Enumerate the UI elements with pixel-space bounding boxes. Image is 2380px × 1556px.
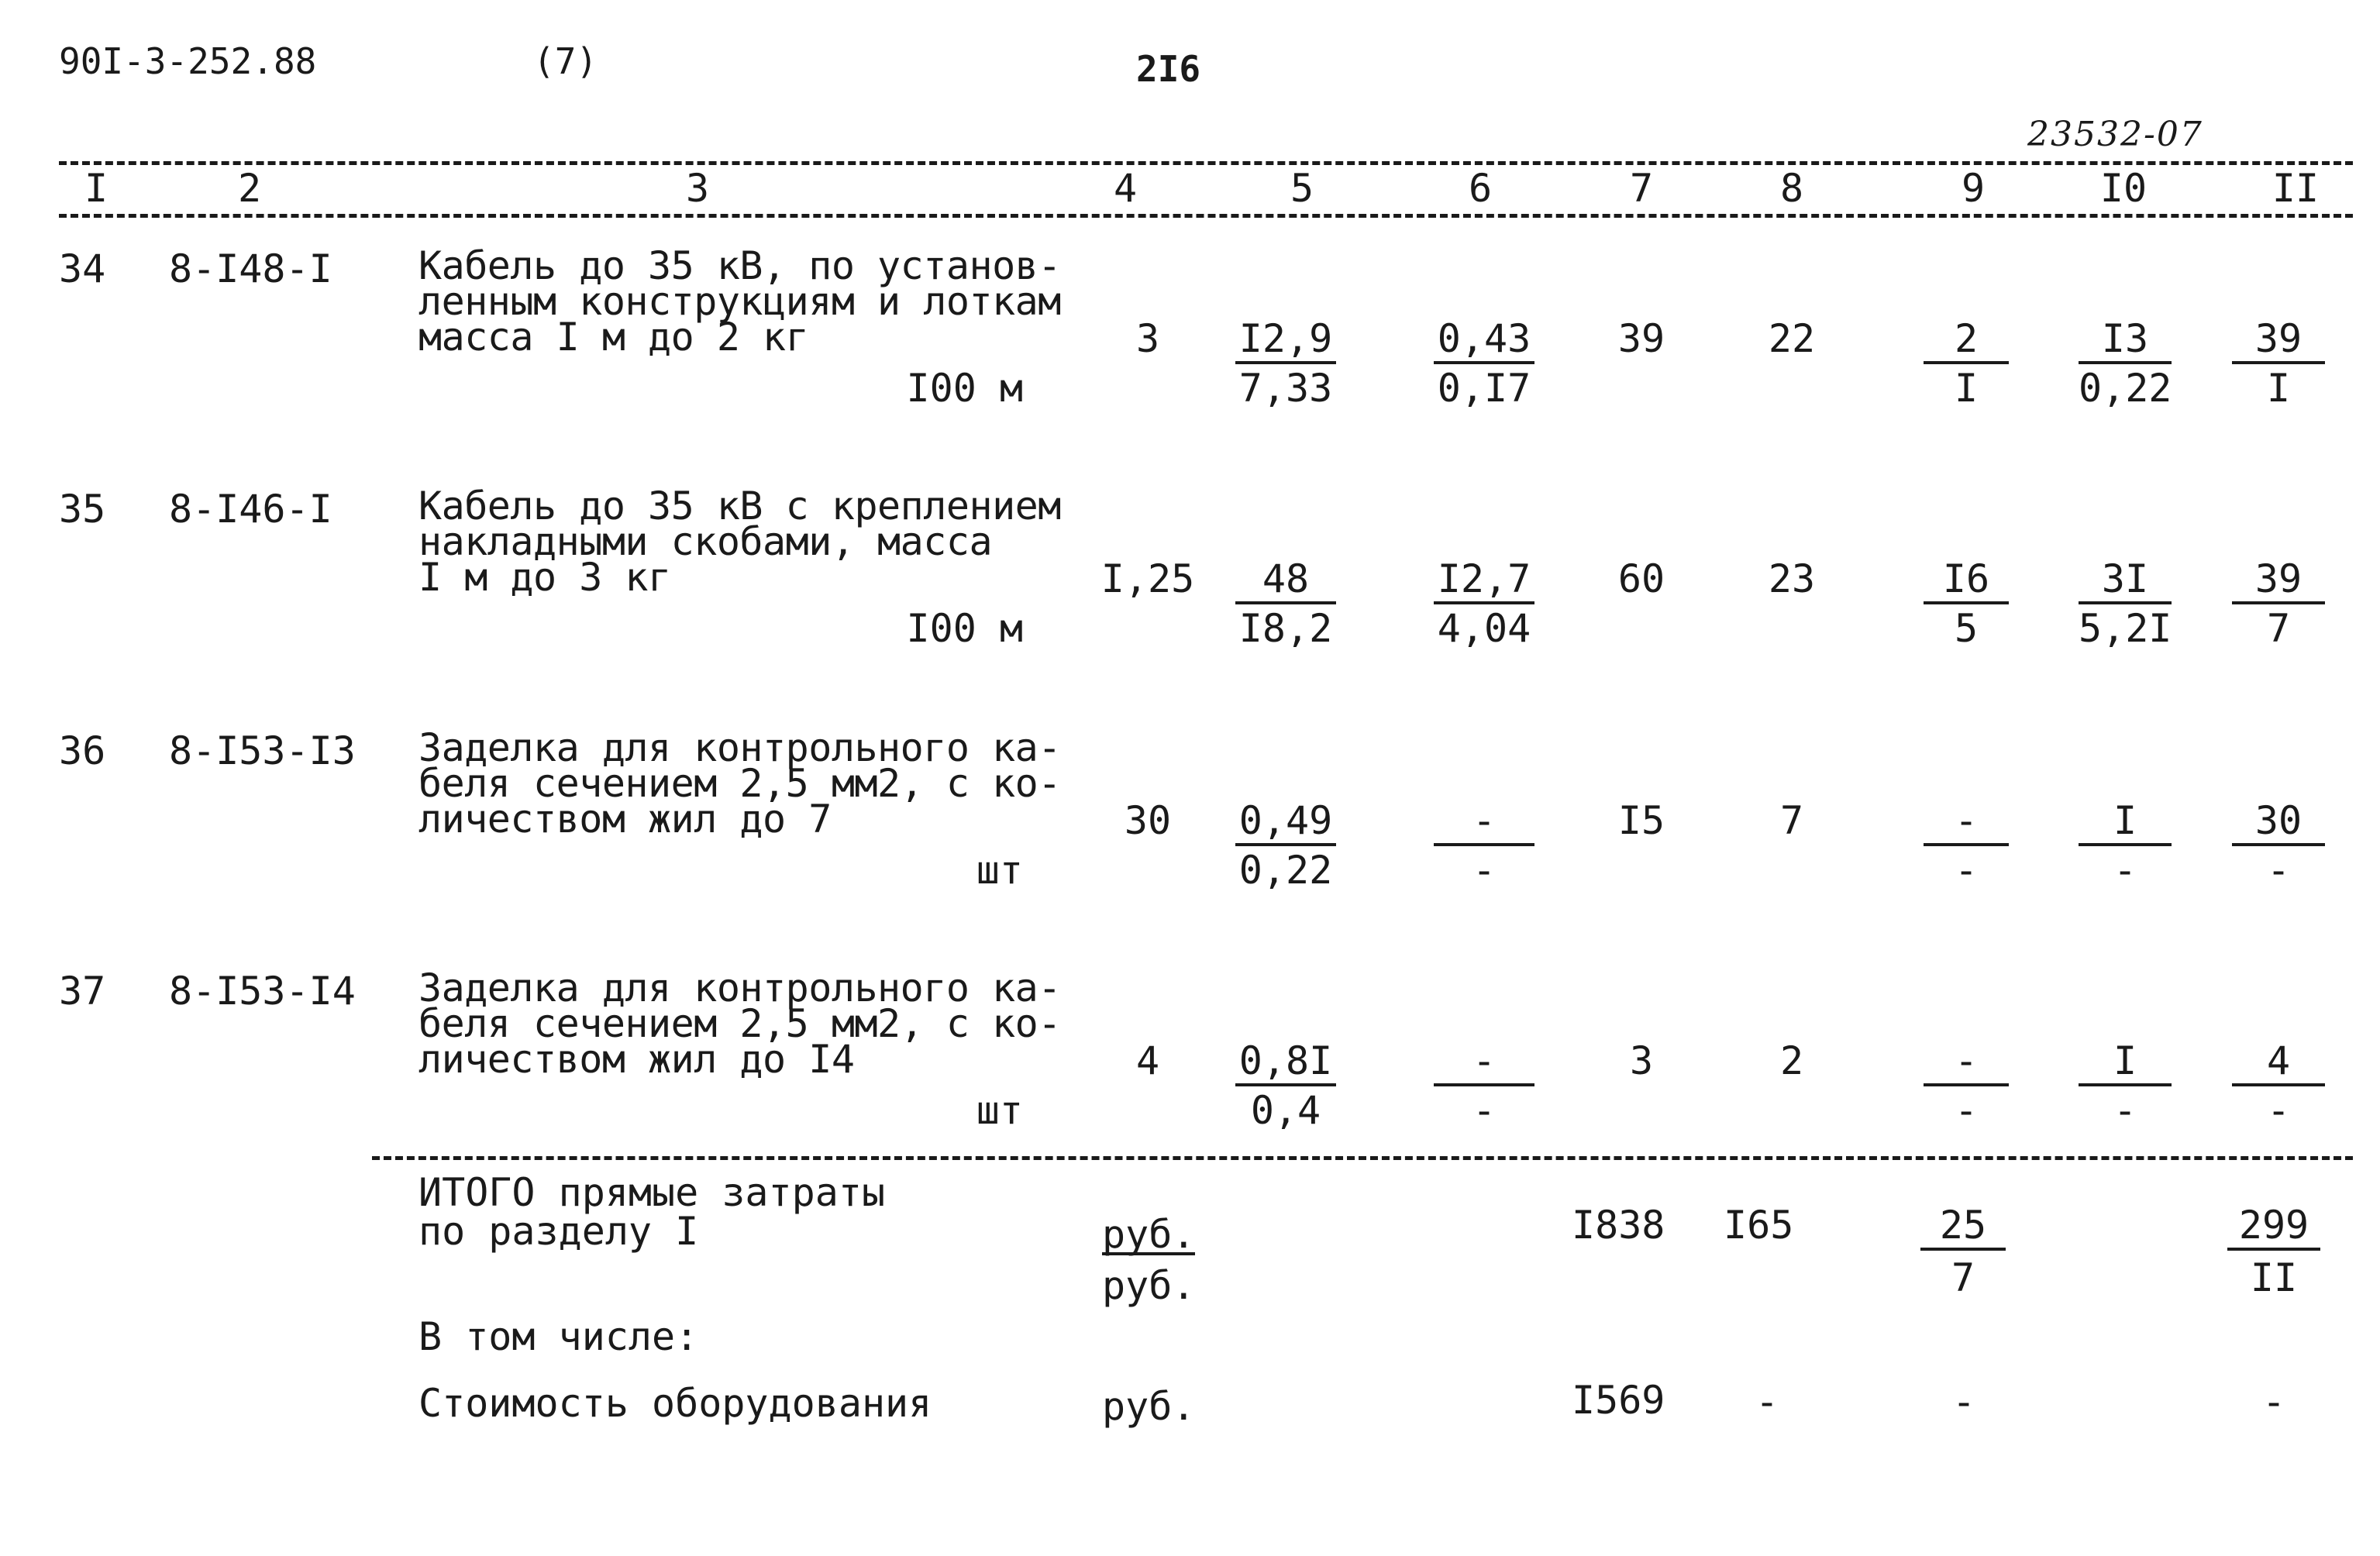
row-c10-top: I3	[2101, 316, 2149, 361]
row-c6-fraction-bar	[1434, 1083, 1534, 1086]
totals-col9-rule	[1920, 1248, 2006, 1251]
column-header-3: 3	[685, 166, 710, 211]
totals-col8: I65	[1724, 1203, 1794, 1248]
header-top-rule	[59, 161, 2353, 165]
row-c11-fraction-bar	[2232, 601, 2325, 604]
row-price-code: 8-I53-I3	[169, 728, 356, 773]
row-description-line: личеством жил до I4	[418, 1037, 855, 1082]
row-c11-fraction-bar	[2232, 843, 2325, 846]
row-c10-fraction-bar	[2079, 1083, 2172, 1086]
row-description-line: беля сечением 2,5 мм2, с ко-	[418, 1001, 1061, 1046]
row-col7: 60	[1617, 556, 1665, 601]
row-c11-top: 39	[2254, 556, 2303, 601]
document-code: 90I-3-252.88	[59, 40, 317, 82]
row-price-code: 8-I46-I	[169, 487, 332, 532]
row-description-line: беля сечением 2,5 мм2, с ко-	[418, 761, 1061, 806]
row-c5-top: 0,49	[1238, 798, 1333, 843]
row-c10-top: I	[2113, 1038, 2137, 1083]
row-number: 34	[59, 246, 106, 291]
row-quantity: 30	[1124, 798, 1172, 843]
row-c10-fraction-bar	[2079, 361, 2172, 364]
row-c9-top: -	[1954, 1038, 1979, 1083]
row-number: 36	[59, 728, 106, 773]
column-header-2: 2	[237, 166, 262, 211]
row-c11-bottom: -	[2266, 1088, 2291, 1133]
row-c5-top: 0,8I	[1238, 1038, 1333, 1083]
row-c5-fraction-bar	[1235, 361, 1336, 364]
row-col7: 3	[1629, 1038, 1654, 1083]
row-c5-bottom: 0,22	[1238, 848, 1333, 893]
row-c5-bottom: 7,33	[1238, 366, 1333, 411]
row-c5-top: 48	[1262, 556, 1310, 601]
column-header-10: I0	[2099, 166, 2148, 211]
totals-unit-2: руб.	[1102, 1263, 1196, 1308]
row-col8: 23	[1768, 556, 1816, 601]
row-c5-bottom: 0,4	[1250, 1088, 1321, 1133]
row-c9-fraction-bar	[1924, 601, 2009, 604]
row-number: 37	[59, 969, 106, 1014]
row-c11-top: 39	[2254, 316, 2303, 361]
row-description-line: Заделка для контрольного ка-	[418, 966, 1061, 1010]
row-c9-bottom: -	[1954, 848, 1979, 893]
row-quantity: 3	[1135, 316, 1160, 361]
row-c9-top: -	[1954, 798, 1979, 843]
equipment-col8: -	[1755, 1379, 1779, 1424]
row-quantity: 4	[1135, 1038, 1160, 1083]
row-price-code: 8-I53-I4	[169, 969, 356, 1014]
row-c10-bottom: 5,2I	[2079, 606, 2172, 651]
row-description-line: I м до 3 кг	[418, 555, 671, 600]
row-c6-bottom: 0,I7	[1437, 366, 1531, 411]
row-c9-top: 2	[1954, 316, 1979, 361]
column-header-4: 4	[1113, 166, 1138, 211]
row-description-line: Кабель до 35 кВ, по установ-	[418, 243, 1061, 288]
row-c6-bottom: -	[1472, 1088, 1497, 1133]
row-c11-bottom: -	[2266, 848, 2291, 893]
row-c11-top: 30	[2254, 798, 2303, 843]
row-c6-top: I2,7	[1437, 556, 1531, 601]
row-description-line: ленным конструкциям и лоткам	[418, 279, 1061, 324]
row-c9-fraction-bar	[1924, 1083, 2009, 1086]
row-col7: 39	[1617, 316, 1665, 361]
totals-col11-bottom: II	[2250, 1255, 2298, 1300]
header-bottom-rule	[59, 214, 2353, 218]
row-c6-top: -	[1472, 1038, 1497, 1083]
row-c9-fraction-bar	[1924, 843, 2009, 846]
column-header-1: I	[84, 166, 108, 211]
row-c5-fraction-bar	[1235, 601, 1336, 604]
row-c9-bottom: I	[1954, 366, 1979, 411]
inventory-number: 23532-07	[2027, 115, 2203, 154]
row-c9-top: I6	[1942, 556, 1990, 601]
row-description-line: Заделка для контрольного ка-	[418, 725, 1061, 770]
column-header-9: 9	[1961, 166, 1986, 211]
row-c11-fraction-bar	[2232, 361, 2325, 364]
row-unit: I00 м	[906, 606, 1023, 651]
row-c5-top: I2,9	[1238, 316, 1333, 361]
row-col8: 7	[1779, 798, 1804, 843]
row-description-line: накладными скобами, масса	[418, 519, 993, 564]
including-label: В том числе:	[418, 1314, 699, 1359]
row-c10-fraction-bar	[2079, 843, 2172, 846]
totals-col11-top: 299	[2238, 1203, 2309, 1248]
row-c5-fraction-bar	[1235, 1083, 1336, 1086]
row-unit: шт	[976, 1088, 1023, 1133]
row-quantity: I,25	[1100, 556, 1195, 601]
row-c11-top: 4	[2266, 1038, 2291, 1083]
column-header-7: 7	[1629, 166, 1654, 211]
column-header-5: 5	[1290, 166, 1314, 211]
equipment-label: Стоимость оборудования	[418, 1381, 932, 1426]
totals-unit-1: руб.	[1102, 1212, 1196, 1257]
equipment-col7: I569	[1572, 1378, 1665, 1423]
row-c6-fraction-bar	[1434, 843, 1534, 846]
row-number: 35	[59, 487, 106, 532]
part-number: (7)	[533, 40, 598, 82]
row-c6-fraction-bar	[1434, 361, 1534, 364]
row-c6-bottom: -	[1472, 848, 1497, 893]
row-c5-fraction-bar	[1235, 843, 1336, 846]
totals-label-2: по разделу I	[418, 1209, 699, 1254]
totals-col9-top: 25	[1939, 1203, 1987, 1248]
row-description-line: Кабель до 35 кВ с креплением	[418, 484, 1061, 528]
column-header-8: 8	[1779, 166, 1804, 211]
row-c11-bottom: I	[2266, 366, 2291, 411]
row-c9-fraction-bar	[1924, 361, 2009, 364]
row-description-line: масса I м до 2 кг	[418, 315, 809, 360]
row-unit: шт	[976, 848, 1023, 893]
row-c6-top: -	[1472, 798, 1497, 843]
row-c6-bottom: 4,04	[1437, 606, 1531, 651]
row-col7: I5	[1617, 798, 1665, 843]
totals-col9-bottom: 7	[1951, 1255, 1975, 1300]
totals-col7: I838	[1572, 1203, 1665, 1248]
totals-label-1: ИТОГО прямые затраты	[418, 1170, 886, 1215]
equipment-col11: -	[2261, 1379, 2286, 1424]
row-col8: 22	[1768, 316, 1816, 361]
row-c11-fraction-bar	[2232, 1083, 2325, 1086]
row-col8: 2	[1779, 1038, 1804, 1083]
row-c10-fraction-bar	[2079, 601, 2172, 604]
equipment-unit: руб.	[1102, 1384, 1196, 1429]
totals-unit-underline	[1102, 1252, 1195, 1255]
totals-rule	[372, 1156, 2353, 1160]
row-c9-bottom: -	[1954, 1088, 1979, 1133]
row-price-code: 8-I48-I	[169, 246, 332, 291]
equipment-col9: -	[1951, 1379, 1976, 1424]
row-c10-top: I	[2113, 798, 2137, 843]
column-header-6: 6	[1468, 166, 1493, 211]
totals-col11-rule	[2227, 1248, 2320, 1251]
row-c9-bottom: 5	[1954, 606, 1979, 651]
row-c10-top: 3I	[2101, 556, 2149, 601]
row-c11-bottom: 7	[2266, 606, 2291, 651]
row-c6-fraction-bar	[1434, 601, 1534, 604]
row-c6-top: 0,43	[1437, 316, 1531, 361]
page-number: 2I6	[1136, 48, 1201, 90]
row-c10-bottom: -	[2113, 1088, 2137, 1133]
row-description-line: личеством жил до 7	[418, 797, 832, 842]
row-c10-bottom: -	[2113, 848, 2137, 893]
row-unit: I00 м	[906, 366, 1023, 411]
column-header-11: II	[2272, 166, 2320, 211]
row-c5-bottom: I8,2	[1238, 606, 1333, 651]
row-c10-bottom: 0,22	[2079, 366, 2172, 411]
